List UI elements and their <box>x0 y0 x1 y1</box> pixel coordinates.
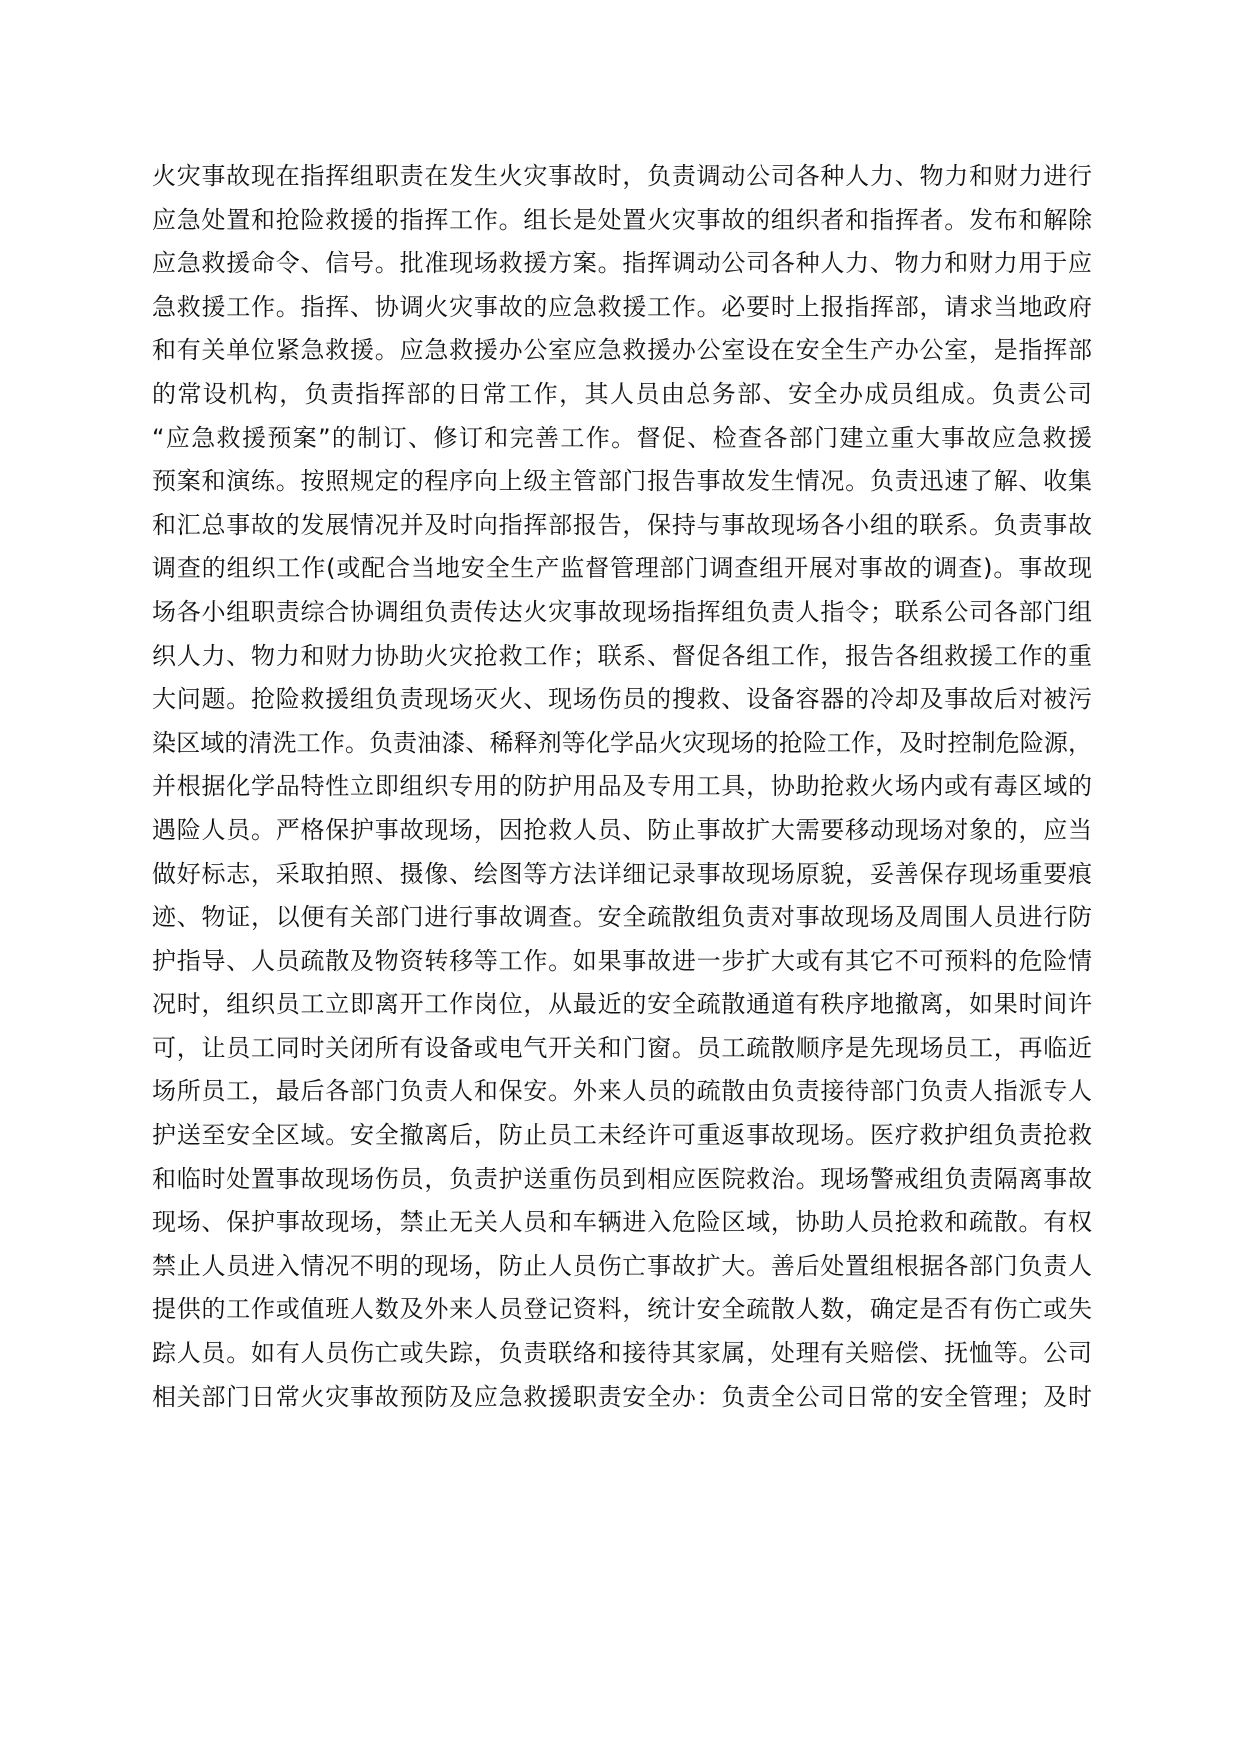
text-line: “应急救援预案”的制订、修订和完善工作。督促、检查各部门建立重大事故应急救援 <box>152 423 1092 452</box>
text-line: 急救援工作。指挥、协调火灾事故的应急救援工作。必要时上报指挥部，请求当地政府 <box>152 292 1092 321</box>
text-line: 护送至安全区域。安全撤离后，防止员工未经许可重返事故现场。医疗救护组负责抢救 <box>152 1121 1092 1150</box>
text-line: 预案和演练。按照规定的程序向上级主管部门报告事故发生情况。负责迅速了解、收集 <box>152 467 1092 496</box>
text-line: 染区域的清洗工作。负责油漆、稀释剂等化学品火灾现场的抢险工作，及时控制危险源， <box>152 728 1092 757</box>
text-line: 迹、物证，以便有关部门进行事故调查。安全疏散组负责对事故现场及周围人员进行防 <box>152 903 1092 932</box>
text-line: 况时，组织员工立即离开工作岗位，从最近的安全疏散通道有秩序地撤离，如果时间许 <box>152 990 1092 1019</box>
text-line: 护指导、人员疏散及物资转移等工作。如果事故进一步扩大或有其它不可预料的危险情 <box>152 946 1092 975</box>
text-line: 调查的组织工作(或配合当地安全生产监督管理部门调查组开展对事故的调查)。事故现 <box>152 554 1092 583</box>
text-line: 做好标志，采取拍照、摄像、绘图等方法详细记录事故现场原貌，妥善保存现场重要痕 <box>152 859 1092 888</box>
text-line: 和临时处置事故现场伤员，负责护送重伤员到相应医院救治。现场警戒组负责隔离事故 <box>152 1164 1092 1193</box>
text-line: 应急处置和抢险救援的指挥工作。组长是处置火灾事故的组织者和指挥者。发布和解除 <box>152 205 1092 234</box>
text-line: 可，让员工同时关闭所有设备或电气开关和门窗。员工疏散顺序是先现场员工，再临近 <box>152 1033 1092 1062</box>
body-paragraph <box>152 155 1092 1419</box>
text-line: 织人力、物力和财力协助火灾抢救工作；联系、督促各组工作，报告各组救援工作的重 <box>152 641 1092 670</box>
text-line: 场各小组职责综合协调组负责传达火灾事故现场指挥组负责人指令；联系公司各部门组 <box>152 597 1092 626</box>
text-line: 踪人员。如有人员伤亡或失踪，负责联络和接待其家属，处理有关赔偿、抚恤等。公司 <box>152 1339 1092 1368</box>
text-line: 的常设机构，负责指挥部的日常工作，其人员由总务部、安全办成员组成。负责公司 <box>152 379 1092 408</box>
text-line: 和汇总事故的发展情况并及时向指挥部报告，保持与事故现场各小组的联系。负责事故 <box>152 510 1092 539</box>
text-line: 相关部门日常火灾事故预防及应急救援职责安全办：负责全公司日常的安全管理；及时 <box>152 1382 1092 1411</box>
text-line: 遇险人员。严格保护事故现场，因抢救人员、防止事故扩大需要移动现场对象的，应当 <box>152 815 1092 844</box>
text-line: 火灾事故现在指挥组职责在发生火灾事故时，负责调动公司各种人力、物力和财力进行 <box>152 162 1092 190</box>
text-line: 禁止人员进入情况不明的现场，防止人员伤亡事故扩大。善后处置组根据各部门负责人 <box>152 1251 1092 1280</box>
text-line: 现场、保护事故现场，禁止无关人员和车辆进入危险区域，协助人员抢救和疏散。有权 <box>152 1208 1092 1237</box>
text-line: 并根据化学品特性立即组织专用的防护用品及专用工具，协助抢救火场内或有毒区域的 <box>152 772 1092 801</box>
text-line: 应急救援命令、信号。批准现场救援方案。指挥调动公司各种人力、物力和财力用于应 <box>152 249 1092 278</box>
text-line: 提供的工作或值班人数及外来人员登记资料，统计安全疏散人数，确定是否有伤亡或失 <box>152 1295 1092 1324</box>
text-line: 场所员工，最后各部门负责人和保安。外来人员的疏散由负责接待部门负责人指派专人 <box>152 1077 1092 1106</box>
text-line: 大问题。抢险救援组负责现场灭火、现场伤员的搜救、设备容器的冷却及事故后对被污 <box>152 685 1092 714</box>
text-line: 和有关单位紧急救援。应急救援办公室应急救援办公室设在安全生产办公室，是指挥部 <box>152 336 1092 365</box>
